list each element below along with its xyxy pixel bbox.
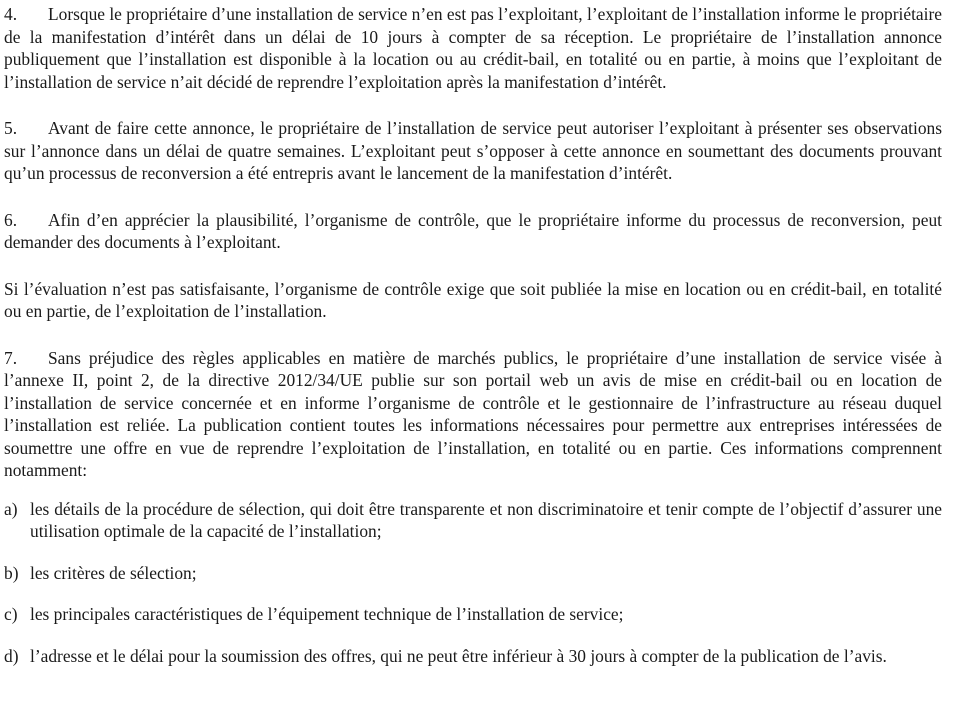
paragraph-text: Lorsque le propriétaire d’une installation de service n’en est pas l’exploitant, l’exploitant de l’installation informe le propriétaire de la manifestation d’intérêt dans un délai de 10 jours à compter de sa réception. Le propriétaire de l’installation annonce publiquement que l’installation est disponible à la location ou au crédit-bail, en totalité ou en partie, à moins que l’exploitant de l’installation de service n’ait décidé de reprendre l’exploitation après la manifestation d’intérêt. [4,4,942,92]
list-item-a [4,498,942,543]
list-item-b [4,562,942,585]
paragraph-number: 5. [4,118,18,138]
list-label: b) [4,562,19,583]
list-text: les détails de la procédure de sélection, qui doit être transparente et non discriminatoire et tenir compte de l’objectif d’assurer une utilisation optimale de la capacité de l’installation; [30,498,942,541]
list-item-c [4,603,942,626]
paragraph-6-continuation [4,278,942,323]
list-label: a) [4,498,18,519]
list-label: c) [4,604,18,624]
paragraph-6 [4,209,942,254]
paragraph-number: 4. [4,4,18,24]
list-item-d [4,645,942,668]
paragraph-text: Afin d’en apprécier la plausibilité, l’organisme de contrôle, que le propriétaire informe du processus de reconversion, peut demander des documents à l’exploitant. [4,209,942,252]
paragraph-text: Si l’évaluation n’est pas satisfaisante, l’organisme de contrôle exige que soit publiée la mise en location ou en crédit-bail, en totalité ou en partie, de l’exploitation de l’installation. [4,278,942,321]
paragraph-text: Avant de faire cette annonce, le propriétaire de l’installation de service peut autoriser l’exploitant à présenter ses observations sur l’annonce dans un délai de quatre semaines. L’exploitant peut s’opposer à cette annonce en soumettant des documents prouvant qu’un processus de reconversion a été entrepris avant le lancement de la manifestation d’intérêt. [4,118,942,183]
paragraph-text: Sans préjudice des règles applicables en matière de marchés publics, le propriétaire d’une installation de service visée à l’annexe II, point 2, de la directive 2012/34/UE publie sur son portail web un avis de mise en crédit-bail ou en location de l’installation de service concernée et en informe l’organisme de contrôle et le gestionnaire de l’infrastructure au réseau duquel l’installation est reliée. La publication contient toutes les informations nécessaires pour permettre aux entreprises intéressées de soumettre une offre en vue de reprendre l’exploitation de l’installation, en totalité ou en partie. Ces informations comprennent notamment: [4,347,942,480]
list-text: les critères de sélection; [30,562,197,583]
list-text: les principales caractéristiques de l’équipement technique de l’installation de service; [30,604,624,624]
paragraph-5 [4,117,942,185]
paragraph-number: 6. [4,209,18,230]
list-label: d) [4,645,19,666]
list-text: l’adresse et le délai pour la soumission des offres, qui ne peut être inférieur à 30 jours à compter de la publication de l’avis. [30,645,887,666]
paragraph-7 [4,347,942,482]
paragraph-number: 7. [4,347,18,368]
paragraph-4 [4,3,942,93]
document-page [4,3,942,686]
